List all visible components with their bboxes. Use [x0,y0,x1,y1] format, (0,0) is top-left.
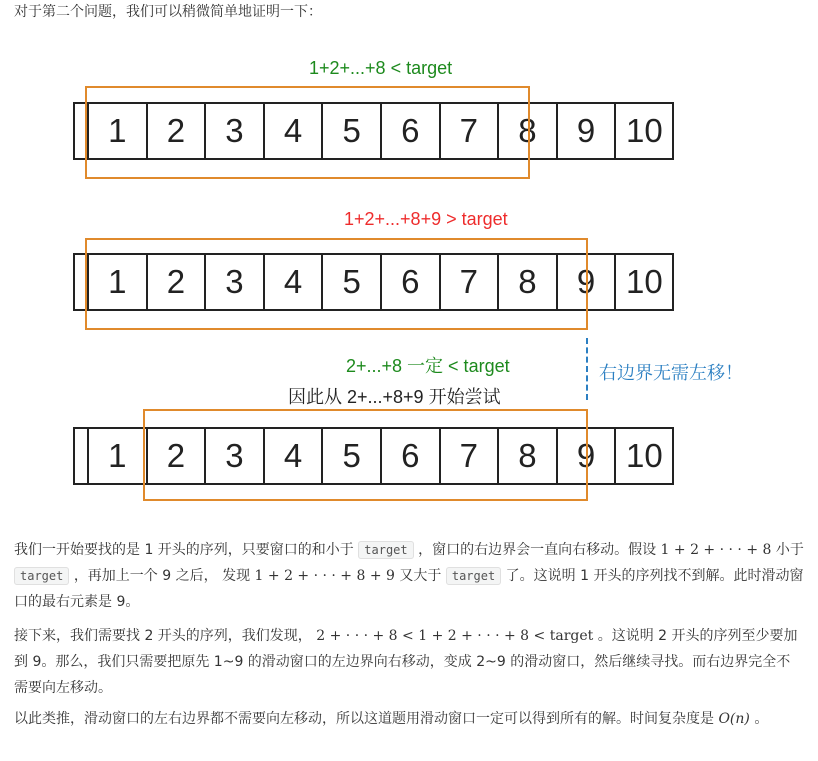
cell: 2 [148,102,207,160]
cell: 10 [616,253,674,311]
cell: 4 [265,102,324,160]
right-boundary-marker [586,338,588,400]
cell: 1 [89,427,148,485]
big-o-notation: O(n) [718,711,750,727]
p3-text-a: 以此类推，滑动窗口的左右边界都不需要向左移动，所以这道题用滑动窗口一定可以得到所有的解。时间复杂度是 [14,711,714,727]
cell: 6 [382,253,441,311]
intro-text: 对于第二个问题，我们可以稍微简单地证明一下： [14,4,322,20]
cell: 9 [558,427,617,485]
p2-text-b: 。这说明 2 开头的序列至少要加到 9。那么，我们只需要把原先 1~9 的滑动窗口的左边界向右移动，变成 2~9 的滑动窗口，然后继续寻找。而右边界完全不需要向左移动。 [14,628,798,696]
cell: 1 [89,102,148,160]
cell: 9 [558,253,617,311]
cell: 9 [558,102,617,160]
target-code: target [14,567,69,585]
target-code: target [358,541,413,559]
p1-text-e: 又大于 [399,568,442,584]
cell: 5 [323,253,382,311]
cell: 7 [441,102,500,160]
cell: 2 [148,427,207,485]
side-note: 右边界无需左移！ [599,363,743,383]
row1-label: 1+2+...+8 < target [309,58,453,78]
cell: 8 [499,102,558,160]
window-box-3 [143,409,588,501]
math-expression: 1 + [660,542,686,558]
cell: 6 [382,427,441,485]
math-expression [718,711,749,727]
cell: 8 [499,253,558,311]
cell: 5 [323,102,382,160]
row3-label-a: 2+...+8 一定 < target [346,356,510,376]
cell: 4 [265,427,324,485]
row3-label-b: 因此从 2+...+8+9 开始尝试 [288,387,501,407]
math-expression: 2 + · · · + 8 [690,542,772,558]
math-expression: 1 + 2 + · · · + 8 + 9 [254,568,395,584]
cell: 1 [89,253,148,311]
cell: 5 [323,427,382,485]
p1-text-c: 小于 [775,542,804,558]
cell: 8 [499,427,558,485]
window-box-1 [85,86,530,179]
cell: 7 [441,427,500,485]
cell-spacer [75,427,89,485]
target-code: target [446,567,501,585]
p3-text-b: 。 [754,711,769,727]
cell: 3 [206,253,265,311]
cell: 10 [616,427,674,485]
paragraph-3 [14,706,804,732]
cell: 6 [382,102,441,160]
row2-label: 1+2+...+8+9 > target [344,209,508,229]
paragraph-2 [14,623,804,701]
cell: 7 [441,253,500,311]
cell: 3 [206,102,265,160]
p2-text-a: 接下来，我们需要找 2 开头的序列，我们发现， [14,628,312,644]
p1-text-d: ，再加上一个 9 之后， 发现 [73,568,251,584]
window-box-2 [85,238,588,330]
p1-text-a: 我们一开始要找的是 1 开头的序列，只要窗口的和小于 [14,542,354,558]
cell: 3 [206,427,265,485]
cell: 4 [265,253,324,311]
math-expression: 2 + · · · + 8 < 1 + 2 + · · · + 8 < target [316,628,594,644]
p1-text-b: ，窗口的右边界会一直向右移动。假设 [418,542,657,558]
p1-text-f: 了。这说明 1 开头的序列找不到解。此时滑动窗口的最右元素是 9。 [14,568,804,610]
cell: 2 [148,253,207,311]
cell: 10 [616,102,674,160]
paragraph-1 [14,537,804,615]
